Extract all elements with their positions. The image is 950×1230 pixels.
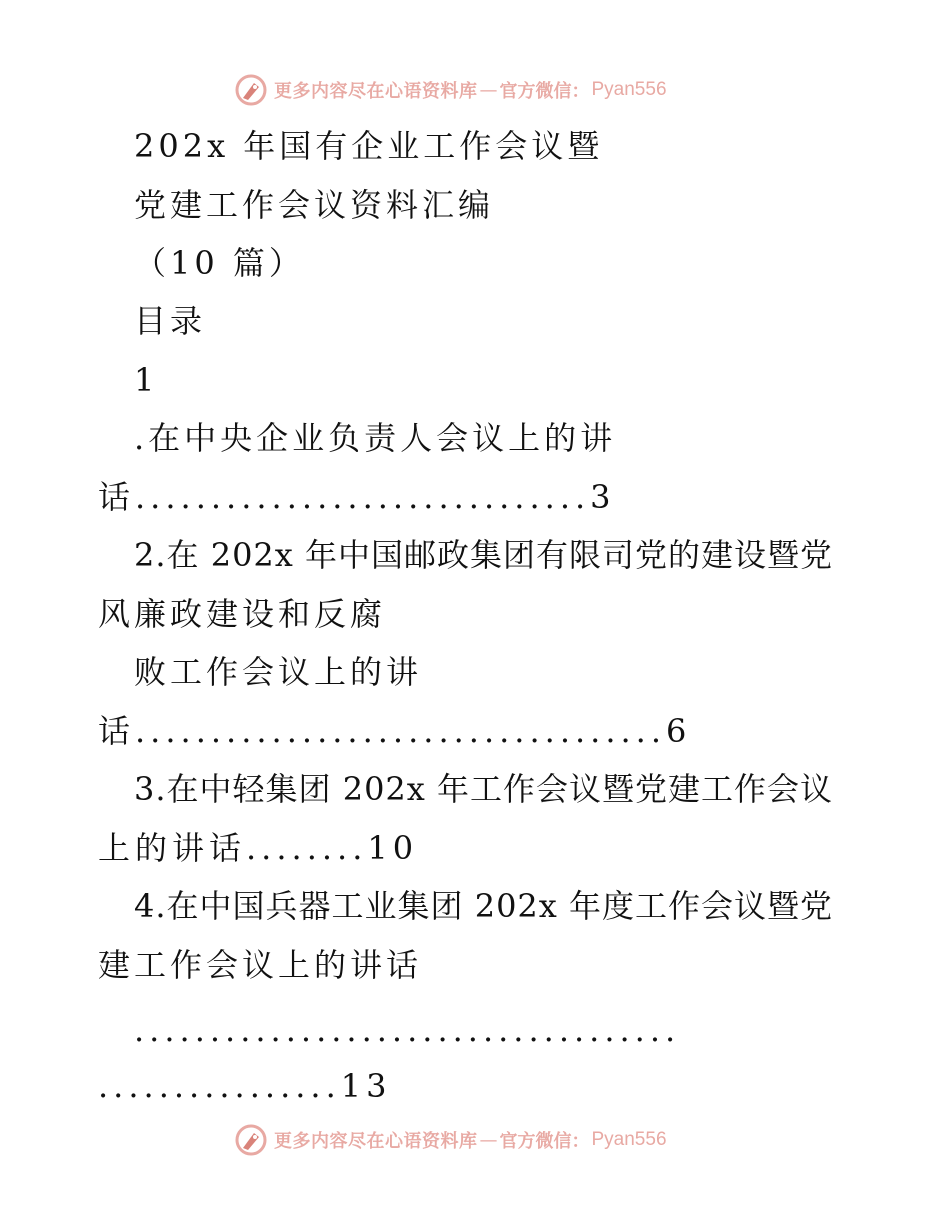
watermark-label: 官方微信： [499, 81, 590, 102]
toc-item-2-text: 2.在 202x 年中国邮政集团有限司党的建设暨党 [134, 536, 834, 574]
watermark-wechat-id: Pyan556 [591, 79, 667, 100]
toc-item-2-text-cont: 风廉政建设和反腐 [98, 595, 387, 633]
watermark-wechat-id: Pyan556 [591, 1129, 667, 1150]
header-watermark [234, 70, 714, 110]
pen-nib-circle-icon [234, 1123, 268, 1157]
watermark-dash: — [479, 1129, 498, 1151]
watermark-text: 更多内容尽在心语资料库 [274, 81, 478, 102]
footer-watermark [234, 1120, 714, 1160]
title-line-2: 党建工作会议资料汇编 [134, 186, 495, 224]
toc-item-2-leader: 话...................................6 [98, 712, 692, 750]
watermark-label: 官方微信： [499, 1131, 590, 1152]
toc-item-3-text: 3.在中轻集团 202x 年工作会议暨党建工作会议 [134, 770, 834, 808]
toc-item-1-leader: 话..............................3 [98, 478, 616, 516]
article-count: （10 篇） [134, 244, 305, 282]
toc-item-4-leader: .................................... [134, 1011, 681, 1049]
toc-item-4-text-cont: 建工作会议上的讲话 [98, 946, 423, 984]
toc-heading: 目录 [134, 302, 207, 340]
toc-item-4-text: 4.在中国兵器工业集团 202x 年度工作会议暨党 [134, 887, 834, 925]
pen-nib-circle-icon [234, 73, 268, 107]
title-line-1: 202x 年国有企业工作会议暨 [134, 127, 604, 165]
toc-item-4-leader-cont: ................13 [98, 1067, 392, 1105]
watermark-dash: — [479, 79, 498, 101]
watermark-text: 更多内容尽在心语资料库 [274, 1131, 478, 1152]
toc-item-2-text-cont-2: 败工作会议上的讲 [134, 653, 423, 691]
toc-item-1-text: .在中央企业负责人会议上的讲 [134, 419, 617, 457]
toc-item-1-number: 1 [134, 361, 159, 399]
toc-item-3-leader: 上的讲话........10 [98, 829, 419, 867]
